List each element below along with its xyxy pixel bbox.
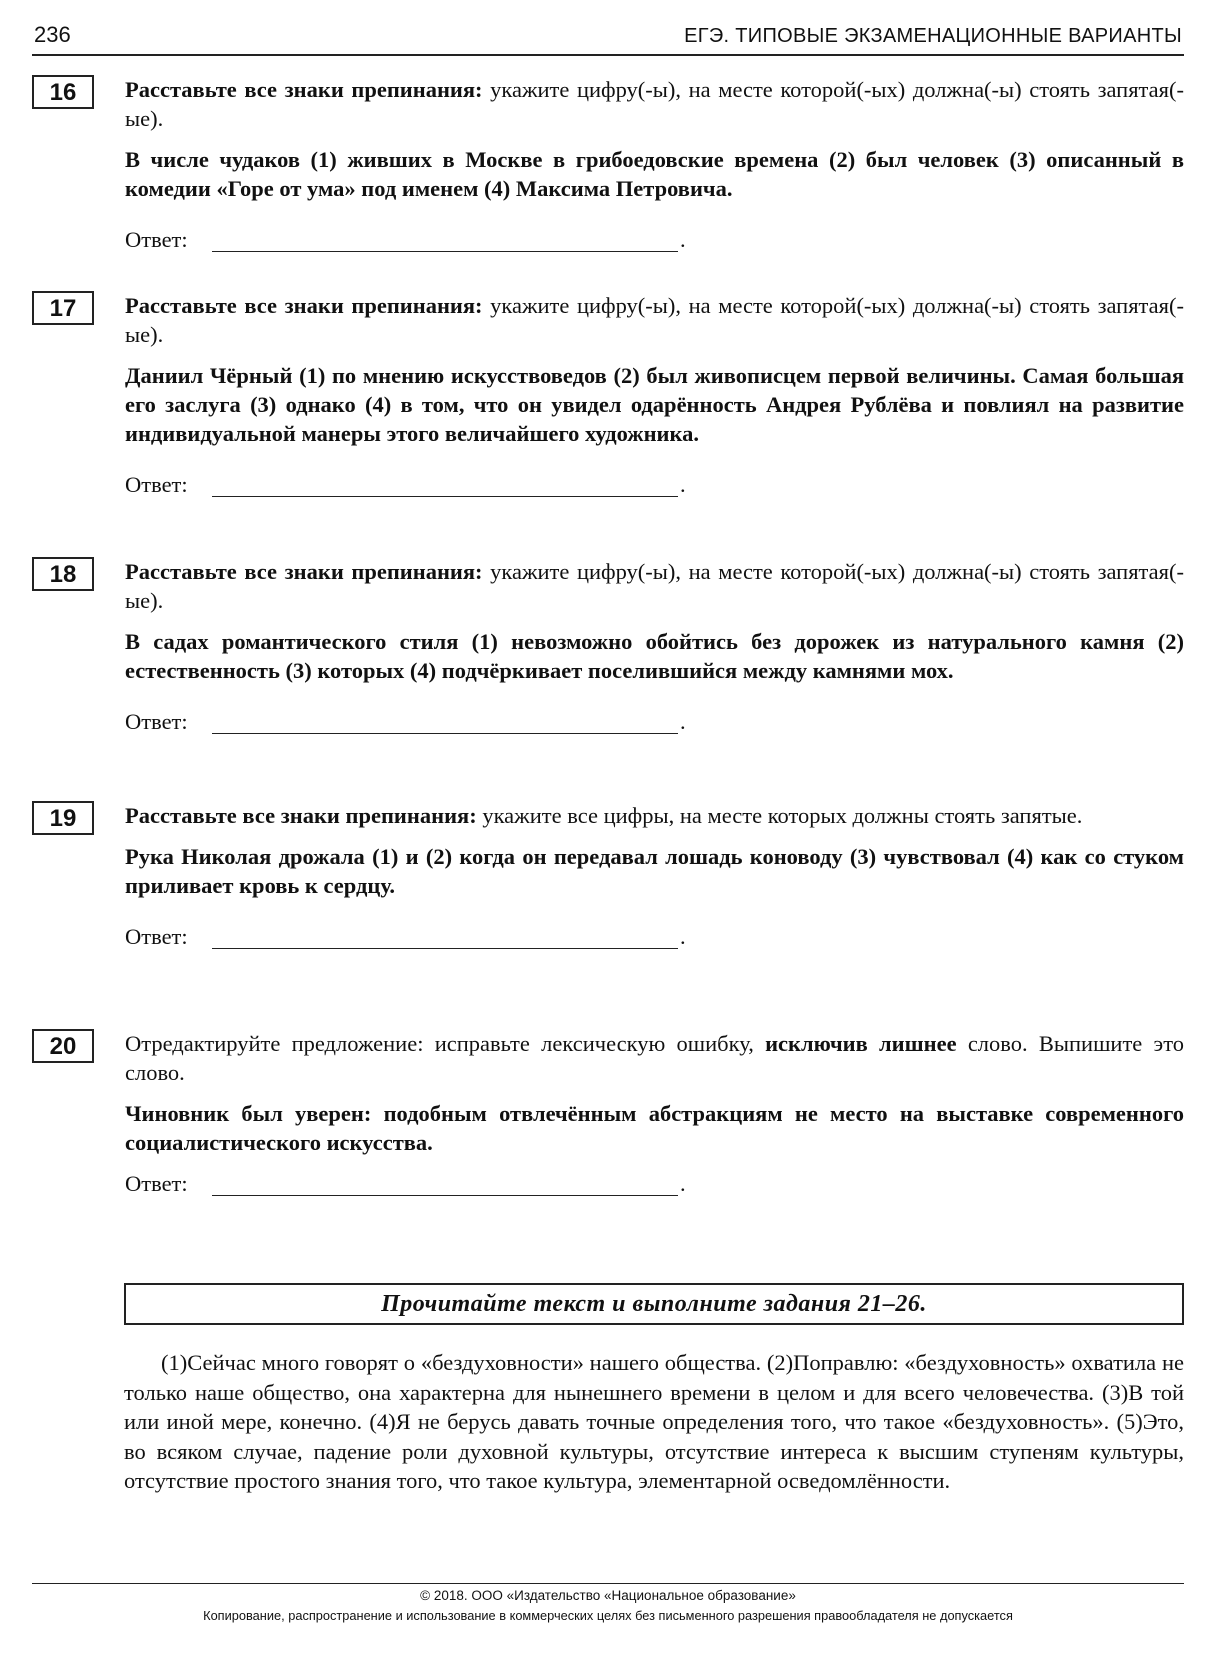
answer-label: Ответ: xyxy=(125,1171,188,1196)
footer-notice: Копирование, распространение и использование в коммерческих целях без письменного разрешения правообладателя не допускается xyxy=(203,1608,1013,1623)
task-sentence: Рука Николая дрожала (1) и (2) когда он передавал лошадь коноводу (3) чувствовал (4) как со стуком приливает кровь к сердцу. xyxy=(125,844,1184,898)
page-number: 236 xyxy=(34,22,71,47)
instruction-text: укажите цифру(-ы), на месте которой(-ых) должна(-ы) стоять запятая(-ые). xyxy=(125,293,1184,347)
answer-label: Ответ: xyxy=(125,924,188,949)
answer-field[interactable] xyxy=(212,251,678,252)
task-number: 16 xyxy=(32,75,94,109)
task-number: 17 xyxy=(32,291,94,325)
task-number: 18 xyxy=(32,557,94,591)
task-instruction xyxy=(125,801,1184,830)
instruction-text: слово. Выпишите это слово. xyxy=(125,1031,1184,1085)
instruction-bold: Расставьте все знаки препинания: xyxy=(125,293,483,318)
instruction-text: укажите цифру(-ы), на месте которой(-ых) должна(-ы) стоять запятая(-ые). xyxy=(125,77,1184,131)
running-title: ЕГЭ. ТИПОВЫЕ ЭКЗАМЕНАЦИОННЫЕ ВАРИАНТЫ xyxy=(684,25,1182,47)
task-instruction xyxy=(125,291,1184,349)
read-text-banner: Прочитайте текст и выполните задания 21–26. xyxy=(124,1283,1184,1325)
task-instruction xyxy=(125,557,1184,615)
answer-field[interactable] xyxy=(212,948,678,949)
instruction-bold: исключив лишнее xyxy=(765,1031,957,1056)
instruction-bold: Расставьте все знаки препинания: xyxy=(125,77,483,102)
answer-row xyxy=(125,225,1184,254)
task-body xyxy=(125,75,1184,254)
answer-field[interactable] xyxy=(212,733,678,734)
answer-label: Ответ: xyxy=(125,227,188,252)
task-instruction xyxy=(125,75,1184,133)
task-body xyxy=(125,557,1184,736)
answer-field[interactable] xyxy=(212,496,678,497)
instruction-bold: Расставьте все знаки препинания: xyxy=(125,559,483,584)
task-number: 19 xyxy=(32,801,94,835)
footer-divider xyxy=(32,1583,1184,1584)
task-sentence: В числе чудаков (1) живших в Москве в грибоедовские времена (2) был человек (3) описанный в комедии «Горе от ума» под именем (4) Максима Петровича. xyxy=(125,147,1184,201)
task-body xyxy=(125,291,1184,499)
page-header xyxy=(32,18,1184,56)
instruction-bold: Расставьте все знаки препинания: xyxy=(125,803,477,828)
answer-row xyxy=(125,1169,1184,1198)
answer-row xyxy=(125,707,1184,736)
task-sentence: Даниил Чёрный (1) по мнению искусствоведов (2) был живописцем первой величины. Самая большая его заслуга (3) однако (4) в том, что он увидел одарённость Андрея Рублёва и повлиял на развитие индивидуальной манеры этого величайшего художника. xyxy=(125,363,1184,446)
reading-passage: (1)Сейчас много говорят о «бездуховности» нашего общества. (2)Поправлю: «бездуховность» охватила не только наше общество, она характерна для нынешнего времени в целом и для всего человечества. (3)В той или иной мере, конечно. (4)Я не берусь давать точные определения того, что такое «бездуховность». (5)Это, во всяком случае, падение роли духовной культуры, отсутствие интереса к высшим ступеням культуры, отсутствие простого знания того, что такое культура, элементарной осведомлённости. xyxy=(124,1350,1184,1493)
answer-period: . xyxy=(680,1171,686,1196)
answer-period: . xyxy=(680,472,686,497)
instruction-text: Отредактируйте предложение: исправьте лексическую ошибку, xyxy=(125,1031,766,1056)
answer-label: Ответ: xyxy=(125,709,188,734)
answer-field[interactable] xyxy=(212,1195,678,1196)
answer-row xyxy=(125,922,1184,951)
task-number: 20 xyxy=(32,1029,94,1063)
task-body xyxy=(125,1029,1184,1198)
answer-label: Ответ: xyxy=(125,472,188,497)
instruction-text: укажите цифру(-ы), на месте которой(-ых) должна(-ы) стоять запятая(-ые). xyxy=(125,559,1184,613)
answer-period: . xyxy=(680,227,686,252)
footer-copyright: © 2018. ООО «Издательство «Национальное образование» xyxy=(420,1588,796,1603)
task-body xyxy=(125,801,1184,951)
task-sentence: В садах романтического стиля (1) невозможно обойтись без дорожек из натурального камня (2) естественность (3) которых (4) подчёркивает поселившийся между камнями мох. xyxy=(125,629,1184,683)
instruction-text: укажите все цифры, на месте которых должны стоять запятые. xyxy=(476,803,1083,828)
answer-period: . xyxy=(680,924,686,949)
answer-period: . xyxy=(680,709,686,734)
task-sentence: Чиновник был уверен: подобным отвлечённым абстракциям не место на выставке современного социалистического искусства. xyxy=(125,1101,1184,1155)
task-instruction xyxy=(125,1029,1184,1087)
answer-row xyxy=(125,470,1184,499)
